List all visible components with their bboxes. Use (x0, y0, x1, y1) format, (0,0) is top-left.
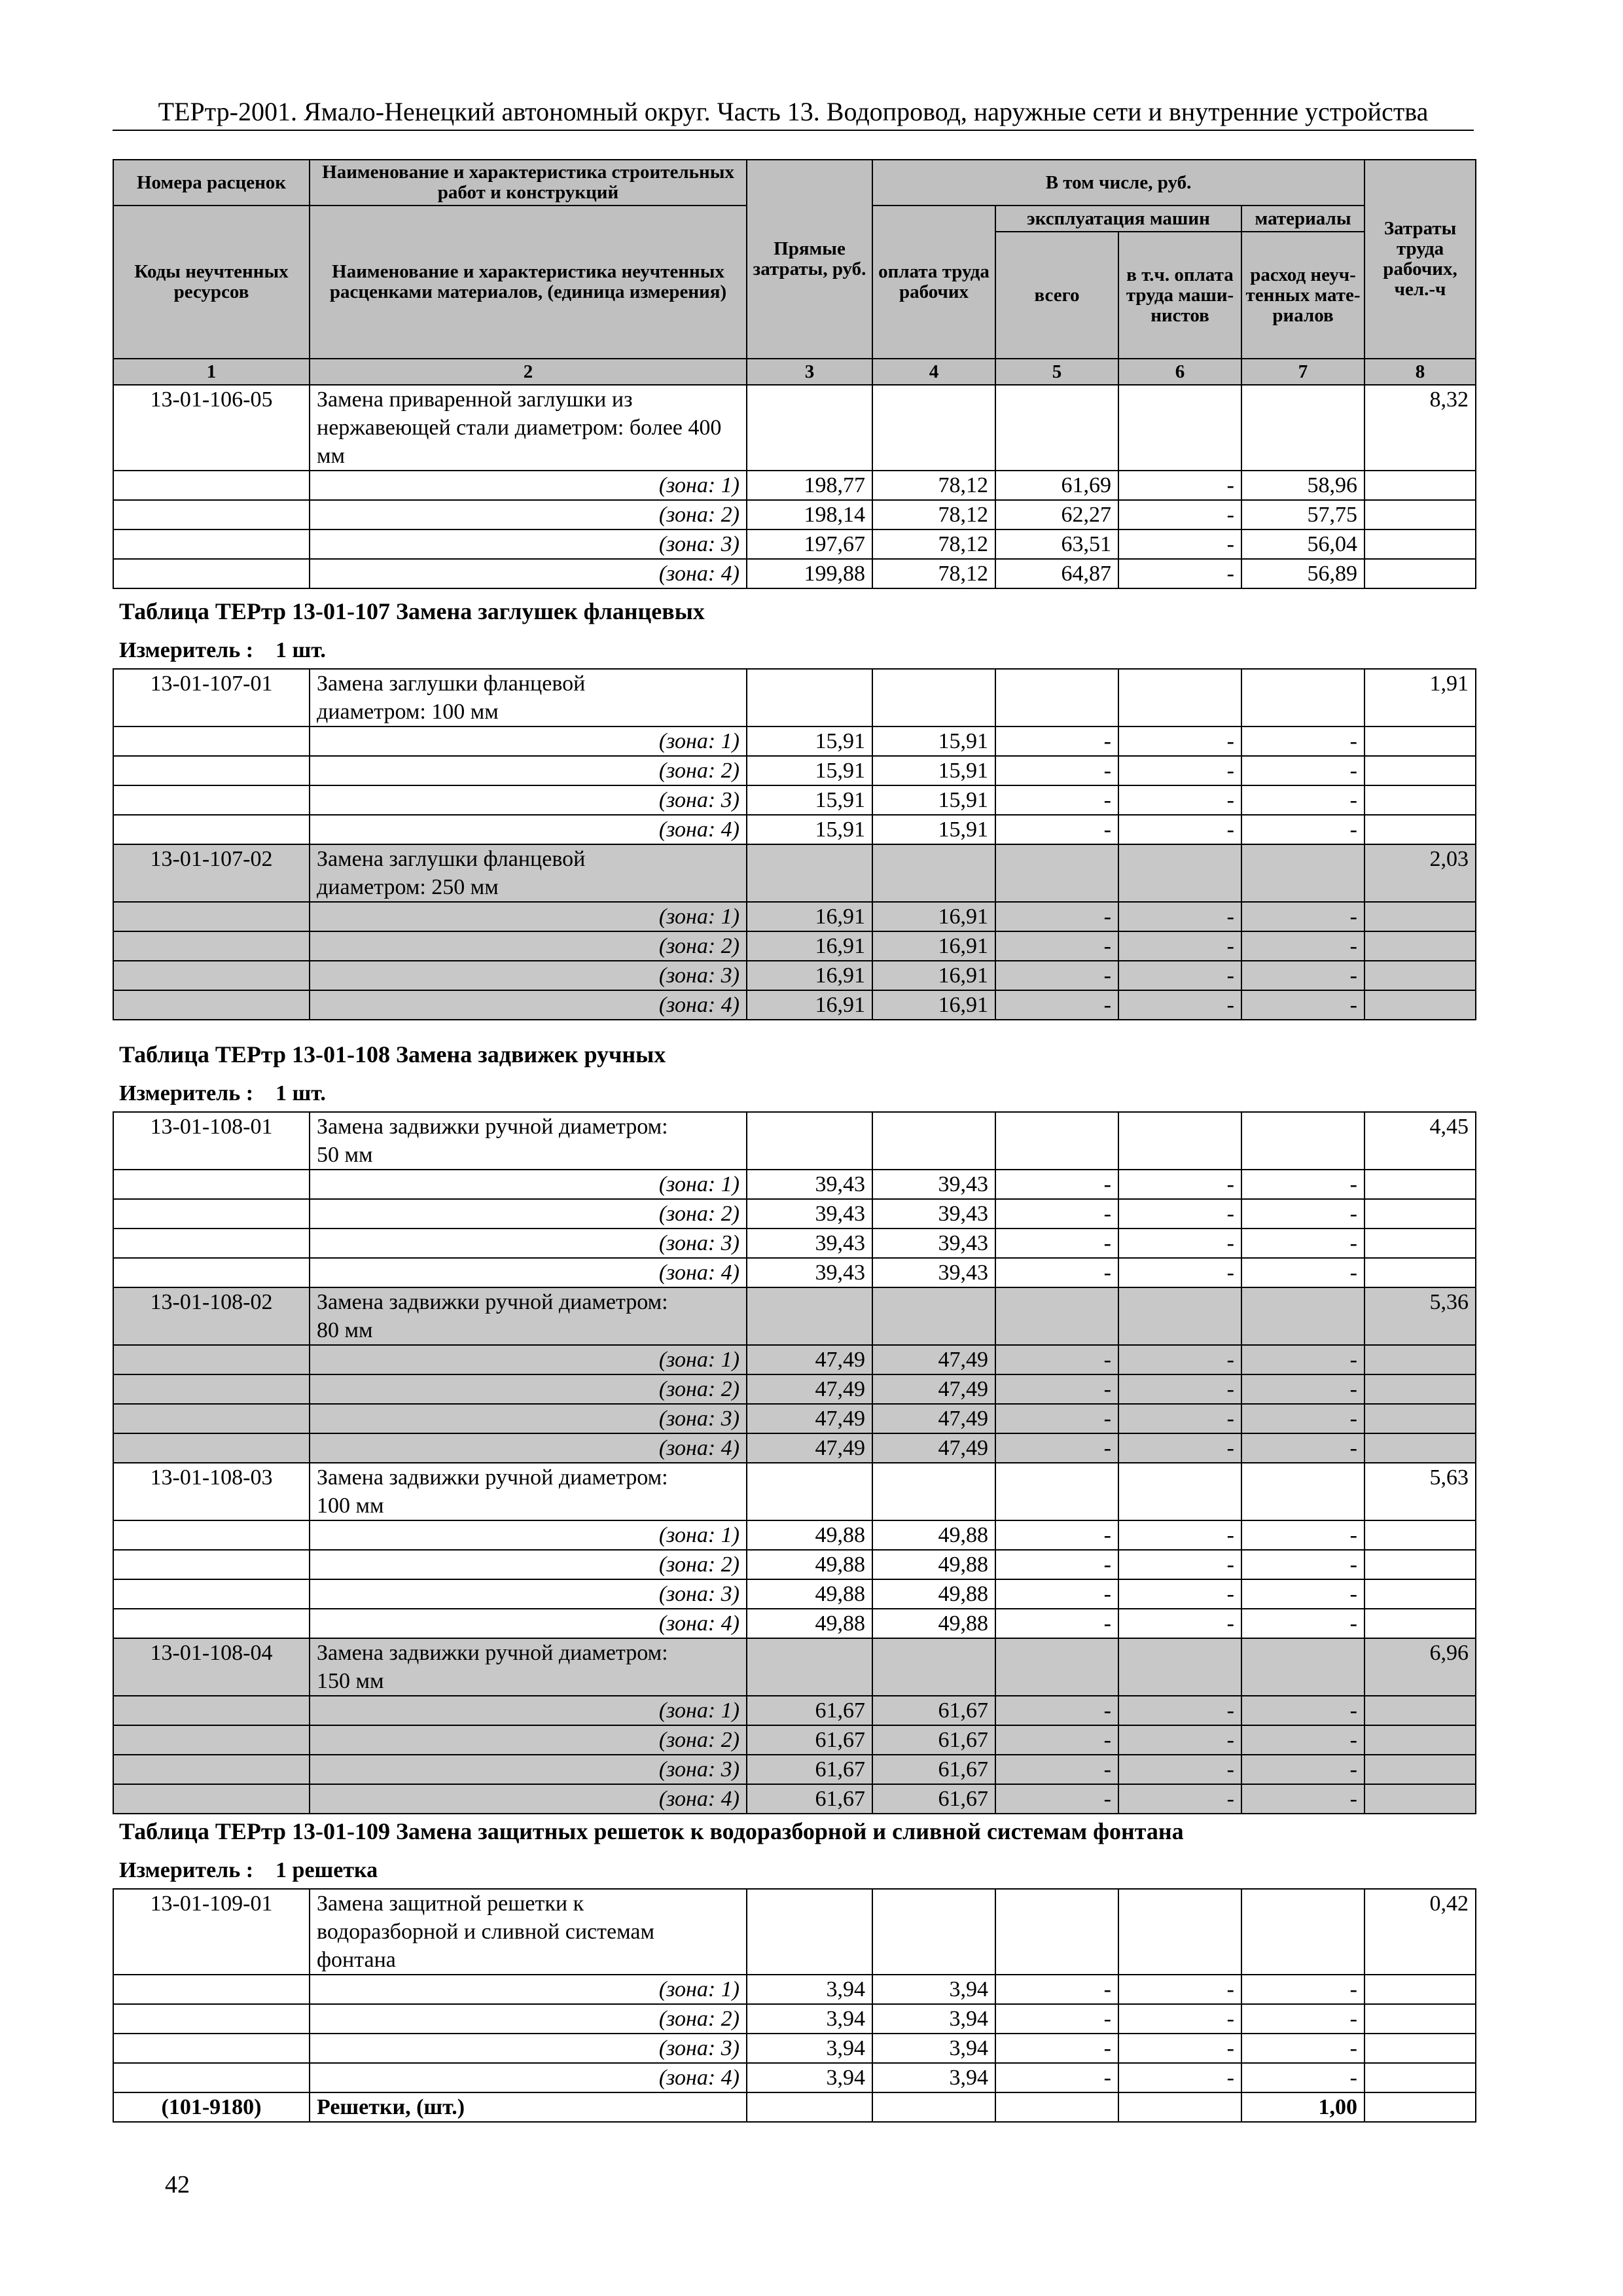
materials: 56,04 (1241, 529, 1364, 559)
machine-total: - (995, 1520, 1118, 1550)
zone-row (113, 1404, 1476, 1433)
machine-total: - (995, 1609, 1118, 1638)
col-material-name: Наименование и характеристика неучтенных расценками материалов, (единица измерения) (310, 206, 747, 359)
labor-pay: 47,49 (872, 1345, 995, 1374)
machinist-pay: - (1118, 471, 1241, 500)
direct-cost: 61,67 (747, 1784, 872, 1814)
materials: - (1241, 1433, 1364, 1463)
machine-total: - (995, 756, 1118, 785)
zone-row (113, 726, 1476, 756)
machinist-pay: - (1118, 529, 1241, 559)
machinist-pay: - (1118, 1404, 1241, 1433)
table-row (113, 1463, 1476, 1520)
rate-code: 13-01-108-01 (113, 1112, 310, 1170)
labor-pay: 47,49 (872, 1374, 995, 1404)
col-labor-pay: оплата труда рабочих (872, 206, 995, 359)
resource-code: (101-9180) (113, 2092, 310, 2122)
zone-row (113, 756, 1476, 785)
machinist-pay: - (1118, 1609, 1241, 1638)
machinist-pay: - (1118, 1229, 1241, 1258)
table-row (113, 1112, 1476, 1170)
zone-row (113, 1229, 1476, 1258)
machine-total: - (995, 1755, 1118, 1784)
zone-row (113, 990, 1476, 1020)
machine-total: - (995, 1433, 1118, 1463)
col-number: 5 (995, 359, 1118, 385)
direct-cost: 16,91 (747, 902, 872, 931)
labor-pay: 15,91 (872, 785, 995, 815)
machine-total: - (995, 1258, 1118, 1287)
materials: - (1241, 1755, 1364, 1784)
zone-row (113, 1520, 1476, 1550)
machine-total: 64,87 (995, 559, 1118, 588)
labor-pay: 15,91 (872, 815, 995, 844)
machinist-pay: - (1118, 902, 1241, 931)
zone-label: (зона: 2) (310, 1374, 747, 1404)
rate-code: 13-01-108-03 (113, 1463, 310, 1520)
machinist-pay: - (1118, 1784, 1241, 1814)
direct-cost: 3,94 (747, 2063, 872, 2092)
labor-pay: 3,94 (872, 1975, 995, 2004)
machine-total: - (995, 1374, 1118, 1404)
direct-cost: 3,94 (747, 2004, 872, 2034)
table-row (113, 1287, 1476, 1345)
rate-name: Замена задвижки ручной диаметром: 150 мм (310, 1638, 747, 1696)
zone-label: (зона: 4) (310, 1433, 747, 1463)
zone-label: (зона: 3) (310, 961, 747, 990)
materials: - (1241, 2034, 1364, 2063)
labor-pay: 16,91 (872, 931, 995, 961)
col-number: 8 (1364, 359, 1476, 385)
rates-table-107 (113, 668, 1476, 1020)
col-unaccounted-materials: расход неуч-тенных мате-риалов (1241, 232, 1364, 359)
direct-cost: 49,88 (747, 1579, 872, 1609)
labor-pay: 47,49 (872, 1404, 995, 1433)
direct-cost: 39,43 (747, 1229, 872, 1258)
materials: - (1241, 1170, 1364, 1199)
machine-total: - (995, 1696, 1118, 1725)
materials: - (1241, 785, 1364, 815)
rate-code: 13-01-109-01 (113, 1889, 310, 1975)
machinist-pay: - (1118, 1550, 1241, 1579)
zone-label: (зона: 1) (310, 1696, 747, 1725)
zone-row (113, 1725, 1476, 1755)
machinist-pay: - (1118, 1725, 1241, 1755)
rate-code: 13-01-108-02 (113, 1287, 310, 1345)
zone-row (113, 2004, 1476, 2034)
unit-value: 1 решетка (276, 1858, 378, 1882)
col-direct-costs: Прямые затраты, руб. (747, 160, 872, 359)
resource-name: Решетки, (шт.) (310, 2092, 747, 2122)
zone-label: (зона: 1) (310, 726, 747, 756)
machinist-pay: - (1118, 2004, 1241, 2034)
materials: - (1241, 1696, 1364, 1725)
zone-label: (зона: 4) (310, 1609, 747, 1638)
col-number: 4 (872, 359, 995, 385)
zone-row (113, 1433, 1476, 1463)
labor-cost: 8,32 (1364, 385, 1476, 471)
unit-label: Измеритель : (119, 638, 254, 662)
zone-label: (зона: 4) (310, 2063, 747, 2092)
col-resource-codes: Коды неучтенных ресурсов (113, 206, 310, 359)
labor-pay: 16,91 (872, 990, 995, 1020)
labor-pay: 61,67 (872, 1725, 995, 1755)
table-row (113, 844, 1476, 902)
zone-label: (зона: 4) (310, 559, 747, 588)
materials: - (1241, 815, 1364, 844)
zone-row (113, 815, 1476, 844)
materials: - (1241, 2004, 1364, 2034)
labor-cost: 0,42 (1364, 1889, 1476, 1975)
labor-pay: 49,88 (872, 1550, 995, 1579)
machine-total: 63,51 (995, 529, 1118, 559)
machine-total: - (995, 1725, 1118, 1755)
machine-total: - (995, 726, 1118, 756)
zone-row (113, 1374, 1476, 1404)
machine-total: - (995, 1784, 1118, 1814)
col-including: В том числе, руб. (872, 160, 1364, 206)
machine-total: - (995, 1550, 1118, 1579)
direct-cost: 49,88 (747, 1520, 872, 1550)
unit-label: Измеритель : (119, 1081, 254, 1105)
rate-code: 13-01-107-01 (113, 669, 310, 726)
zone-label: (зона: 2) (310, 2004, 747, 2034)
unit-value: 1 шт. (276, 1081, 326, 1105)
labor-cost: 2,03 (1364, 844, 1476, 902)
zone-label: (зона: 1) (310, 1520, 747, 1550)
labor-pay: 15,91 (872, 756, 995, 785)
zone-row (113, 1755, 1476, 1784)
materials: 58,96 (1241, 471, 1364, 500)
machinist-pay: - (1118, 1345, 1241, 1374)
zone-label: (зона: 2) (310, 931, 747, 961)
materials: - (1241, 931, 1364, 961)
zone-label: (зона: 3) (310, 1755, 747, 1784)
labor-cost: 4,45 (1364, 1112, 1476, 1170)
direct-cost: 16,91 (747, 990, 872, 1020)
direct-cost: 15,91 (747, 756, 872, 785)
materials: - (1241, 1404, 1364, 1433)
table-caption: Таблица ТЕРтр 13-01-108 Замена задвижек ручных (119, 1041, 666, 1067)
machine-total: - (995, 2034, 1118, 2063)
zone-row (113, 500, 1476, 529)
machine-total: - (995, 1199, 1118, 1229)
labor-pay: 16,91 (872, 902, 995, 931)
direct-cost: 199,88 (747, 559, 872, 588)
direct-cost: 39,43 (747, 1170, 872, 1199)
zone-label: (зона: 1) (310, 1170, 747, 1199)
zone-row (113, 529, 1476, 559)
direct-cost: 197,67 (747, 529, 872, 559)
direct-cost: 47,49 (747, 1345, 872, 1374)
machine-total: - (995, 785, 1118, 815)
materials: - (1241, 1229, 1364, 1258)
materials: - (1241, 902, 1364, 931)
zone-row (113, 1696, 1476, 1725)
labor-pay: 47,49 (872, 1433, 995, 1463)
materials: - (1241, 1725, 1364, 1755)
zone-row (113, 471, 1476, 500)
machinist-pay: - (1118, 2034, 1241, 2063)
zone-label: (зона: 1) (310, 902, 747, 931)
labor-pay: 39,43 (872, 1258, 995, 1287)
zone-label: (зона: 3) (310, 1229, 747, 1258)
zone-label: (зона: 2) (310, 1550, 747, 1579)
machinist-pay: - (1118, 1520, 1241, 1550)
materials: - (1241, 726, 1364, 756)
direct-cost: 3,94 (747, 2034, 872, 2063)
machinist-pay: - (1118, 559, 1241, 588)
zone-row (113, 1975, 1476, 2004)
zone-label: (зона: 4) (310, 1258, 747, 1287)
col-number: 1 (113, 359, 310, 385)
labor-pay: 39,43 (872, 1170, 995, 1199)
zone-row (113, 1609, 1476, 1638)
direct-cost: 47,49 (747, 1404, 872, 1433)
labor-pay: 49,88 (872, 1520, 995, 1550)
machinist-pay: - (1118, 1258, 1241, 1287)
direct-cost: 198,14 (747, 500, 872, 529)
unit-line (119, 1081, 326, 1107)
zone-label: (зона: 4) (310, 1784, 747, 1814)
table-caption: Таблица ТЕРтр 13-01-107 Замена заглушек фланцевых (119, 598, 705, 624)
rates-table-top (113, 159, 1476, 589)
labor-pay: 16,91 (872, 961, 995, 990)
labor-pay: 61,67 (872, 1784, 995, 1814)
labor-cost: 5,36 (1364, 1287, 1476, 1345)
materials: - (1241, 1609, 1364, 1638)
machinist-pay: - (1118, 1755, 1241, 1784)
direct-cost: 15,91 (747, 785, 872, 815)
materials: - (1241, 1579, 1364, 1609)
machinist-pay: - (1118, 1374, 1241, 1404)
zone-label: (зона: 2) (310, 756, 747, 785)
materials: - (1241, 961, 1364, 990)
labor-pay: 78,12 (872, 559, 995, 588)
machine-total: - (995, 1170, 1118, 1199)
machine-total: - (995, 815, 1118, 844)
direct-cost: 16,91 (747, 931, 872, 961)
materials: - (1241, 1258, 1364, 1287)
col-number: 3 (747, 359, 872, 385)
zone-label: (зона: 1) (310, 471, 747, 500)
col-number: 6 (1118, 359, 1241, 385)
col-materials: материалы (1241, 206, 1364, 232)
machinist-pay: - (1118, 785, 1241, 815)
zone-row (113, 2034, 1476, 2063)
col-rate-numbers: Номера расценок (113, 160, 310, 206)
rate-name: Замена защитной решетки к водоразборной и сливной системам фонтана (310, 1889, 747, 1975)
direct-cost: 47,49 (747, 1374, 872, 1404)
machinist-pay: - (1118, 1433, 1241, 1463)
machine-total: - (995, 1345, 1118, 1374)
materials: - (1241, 1550, 1364, 1579)
table-row (113, 669, 1476, 726)
zone-row (113, 1579, 1476, 1609)
machine-total: - (995, 990, 1118, 1020)
document-header: ТЕРтр-2001. Ямало-Ненецкий автономный округ. Часть 13. Водопровод, наружные сети и внутренние устройства (113, 97, 1474, 131)
machinist-pay: - (1118, 1579, 1241, 1609)
labor-pay: 61,67 (872, 1755, 995, 1784)
machine-total: - (995, 961, 1118, 990)
direct-cost: 15,91 (747, 815, 872, 844)
machinist-pay: - (1118, 931, 1241, 961)
rates-table-108 (113, 1111, 1476, 1814)
machine-total: - (995, 2063, 1118, 2092)
zone-row (113, 961, 1476, 990)
rate-name: Замена заглушки фланцевой диаметром: 100 мм (310, 669, 747, 726)
rate-name: Замена задвижки ручной диаметром: 50 мм (310, 1112, 747, 1170)
col-work-name: Наименование и характеристика строительных работ и конструкций (310, 160, 747, 206)
table-row (113, 385, 1476, 471)
zone-row (113, 1170, 1476, 1199)
zone-row (113, 1345, 1476, 1374)
labor-pay: 61,67 (872, 1696, 995, 1725)
zone-row (113, 1199, 1476, 1229)
direct-cost: 198,77 (747, 471, 872, 500)
rate-code: 13-01-107-02 (113, 844, 310, 902)
unit-line (119, 637, 326, 664)
machinist-pay: - (1118, 1696, 1241, 1725)
machinist-pay: - (1118, 961, 1241, 990)
machine-total: - (995, 1229, 1118, 1258)
machine-total: - (995, 931, 1118, 961)
zone-label: (зона: 4) (310, 990, 747, 1020)
zone-row (113, 1550, 1476, 1579)
resource-qty: 1,00 (1241, 2092, 1364, 2122)
zone-row (113, 931, 1476, 961)
machinist-pay: - (1118, 1975, 1241, 2004)
table-caption: Таблица ТЕРтр 13-01-109 Замена защитных решеток к водоразборной и сливной системам фонтана (119, 1818, 1184, 1844)
zone-row (113, 785, 1476, 815)
materials: 57,75 (1241, 500, 1364, 529)
labor-pay: 3,94 (872, 2034, 995, 2063)
labor-cost: 1,91 (1364, 669, 1476, 726)
direct-cost: 61,67 (747, 1696, 872, 1725)
materials: - (1241, 2063, 1364, 2092)
zone-label: (зона: 2) (310, 500, 747, 529)
machinist-pay: - (1118, 1170, 1241, 1199)
direct-cost: 15,91 (747, 726, 872, 756)
col-machinist-pay: в т.ч. оплата труда маши-нистов (1118, 232, 1241, 359)
zone-label: (зона: 1) (310, 1345, 747, 1374)
materials: - (1241, 1374, 1364, 1404)
direct-cost: 39,43 (747, 1258, 872, 1287)
zone-label: (зона: 3) (310, 2034, 747, 2063)
col-machine-total: всего (995, 232, 1118, 359)
rate-name: Замена задвижки ручной диаметром: 100 мм (310, 1463, 747, 1520)
zone-row (113, 902, 1476, 931)
col-labor-costs: Затраты труда рабочих, чел.-ч (1364, 160, 1476, 359)
direct-cost: 49,88 (747, 1609, 872, 1638)
zone-label: (зона: 4) (310, 815, 747, 844)
zone-label: (зона: 1) (310, 1975, 747, 2004)
zone-label: (зона: 2) (310, 1725, 747, 1755)
machine-total: - (995, 902, 1118, 931)
unit-label: Измеритель : (119, 1858, 254, 1882)
rate-name: Замена заглушки фланцевой диаметром: 250 мм (310, 844, 747, 902)
labor-pay: 78,12 (872, 500, 995, 529)
machine-total: - (995, 1579, 1118, 1609)
page-number: 42 (165, 2171, 190, 2198)
direct-cost: 16,91 (747, 961, 872, 990)
machinist-pay: - (1118, 726, 1241, 756)
machine-total: - (995, 2004, 1118, 2034)
direct-cost: 47,49 (747, 1433, 872, 1463)
zone-label: (зона: 3) (310, 529, 747, 559)
labor-pay: 78,12 (872, 529, 995, 559)
labor-cost: 5,63 (1364, 1463, 1476, 1520)
zone-label: (зона: 2) (310, 1199, 747, 1229)
zone-label: (зона: 3) (310, 1404, 747, 1433)
materials: - (1241, 1975, 1364, 2004)
col-number: 7 (1241, 359, 1364, 385)
rate-code: 13-01-108-04 (113, 1638, 310, 1696)
machine-total: - (995, 1404, 1118, 1433)
materials: 56,89 (1241, 559, 1364, 588)
zone-label: (зона: 3) (310, 785, 747, 815)
materials: - (1241, 1784, 1364, 1814)
machinist-pay: - (1118, 500, 1241, 529)
col-machine-operation: эксплуатация машин (995, 206, 1241, 232)
zone-row (113, 559, 1476, 588)
machinist-pay: - (1118, 756, 1241, 785)
zone-row (113, 1784, 1476, 1814)
zone-row (113, 2063, 1476, 2092)
machinist-pay: - (1118, 1199, 1241, 1229)
materials: - (1241, 1520, 1364, 1550)
rate-name: Замена задвижки ручной диаметром: 80 мм (310, 1287, 747, 1345)
labor-pay: 49,88 (872, 1579, 995, 1609)
unit-value: 1 шт. (276, 638, 326, 662)
materials: - (1241, 990, 1364, 1020)
labor-pay: 3,94 (872, 2004, 995, 2034)
machinist-pay: - (1118, 990, 1241, 1020)
machine-total: - (995, 1975, 1118, 2004)
machinist-pay: - (1118, 2063, 1241, 2092)
rate-name: Замена приваренной заглушки из нержавеющей стали диаметром: более 400 мм (310, 385, 747, 471)
labor-pay: 78,12 (872, 471, 995, 500)
rate-code: 13-01-106-05 (113, 385, 310, 471)
labor-pay: 3,94 (872, 2063, 995, 2092)
table-row (113, 1638, 1476, 1696)
resource-row (113, 2092, 1476, 2122)
machine-total: 61,69 (995, 471, 1118, 500)
materials: - (1241, 1345, 1364, 1374)
table-row (113, 1889, 1476, 1975)
direct-cost: 39,43 (747, 1199, 872, 1229)
direct-cost: 49,88 (747, 1550, 872, 1579)
labor-cost: 6,96 (1364, 1638, 1476, 1696)
rates-table-109 (113, 1888, 1476, 2123)
labor-pay: 39,43 (872, 1199, 995, 1229)
materials: - (1241, 1199, 1364, 1229)
col-number: 2 (310, 359, 747, 385)
labor-pay: 49,88 (872, 1609, 995, 1638)
machinist-pay: - (1118, 815, 1241, 844)
machine-total: 62,27 (995, 500, 1118, 529)
direct-cost: 3,94 (747, 1975, 872, 2004)
zone-label: (зона: 3) (310, 1579, 747, 1609)
direct-cost: 61,67 (747, 1755, 872, 1784)
labor-pay: 15,91 (872, 726, 995, 756)
zone-row (113, 1258, 1476, 1287)
labor-pay: 39,43 (872, 1229, 995, 1258)
direct-cost: 61,67 (747, 1725, 872, 1755)
materials: - (1241, 756, 1364, 785)
unit-line (119, 1857, 378, 1884)
